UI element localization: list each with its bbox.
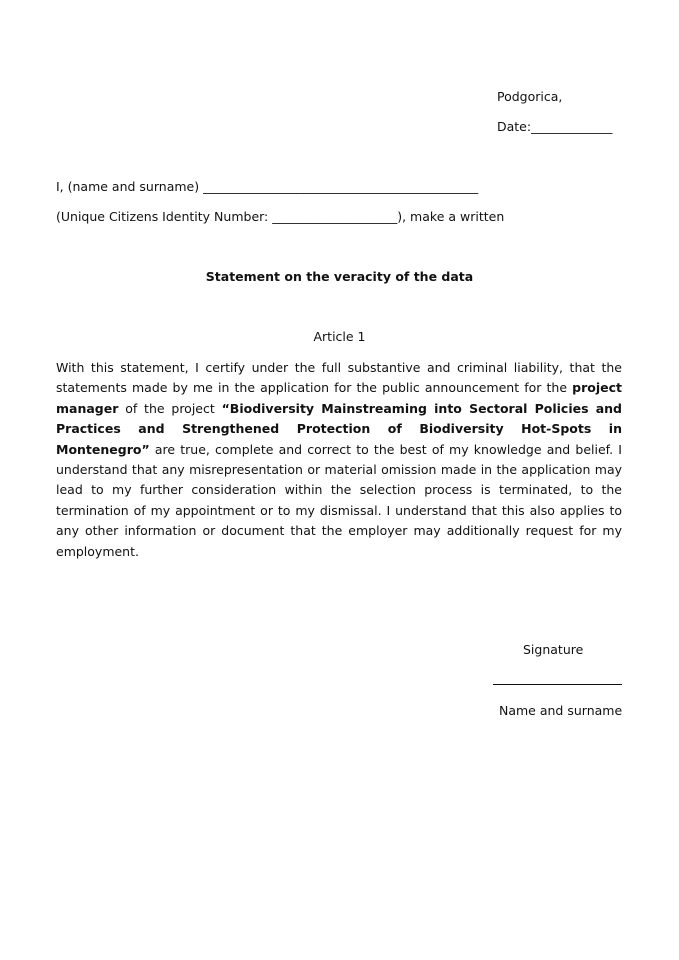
article-text-1: With this statement, I certify under the full substantive and criminal liability, that the statements made by me in the application for the public announcement for the <box>56 360 622 396</box>
city-label: Podgorica, <box>497 89 563 104</box>
article-heading: Article 1 <box>313 329 366 344</box>
name-surname-line: I, (name and surname) ____________________________________________ <box>56 179 479 194</box>
article-text-3: are true, complete and correct to the best of my knowledge and belief. I understand that any misrepresentation or material omission made in the application may lead to my further consideration within the selection process is terminated, to the termination of my appointment or to my dismissal. I understand that this also applies to any other information or document that the employer may additionally request for my employment. <box>56 441 622 559</box>
name-surname-label: Name and surname <box>499 703 623 718</box>
statement-title: Statement on the veracity of the data <box>205 269 474 284</box>
date-field: Date:_____________ <box>497 119 613 134</box>
signature-label: Signature <box>523 642 584 657</box>
article-body <box>56 358 622 562</box>
article-text-2: of the project <box>118 400 222 416</box>
signature-line <box>493 684 622 685</box>
article-bold-project: “Biodiversity Mainstreaming into Sectoral Policies and Practices and Strengthened Protection of Biodiversity Hot-Spots in Montenegro” <box>56 400 623 457</box>
article-bold-role: project manager <box>56 380 622 416</box>
citizen-id-line: (Unique Citizens Identity Number: ____________________), make a written <box>56 209 505 224</box>
